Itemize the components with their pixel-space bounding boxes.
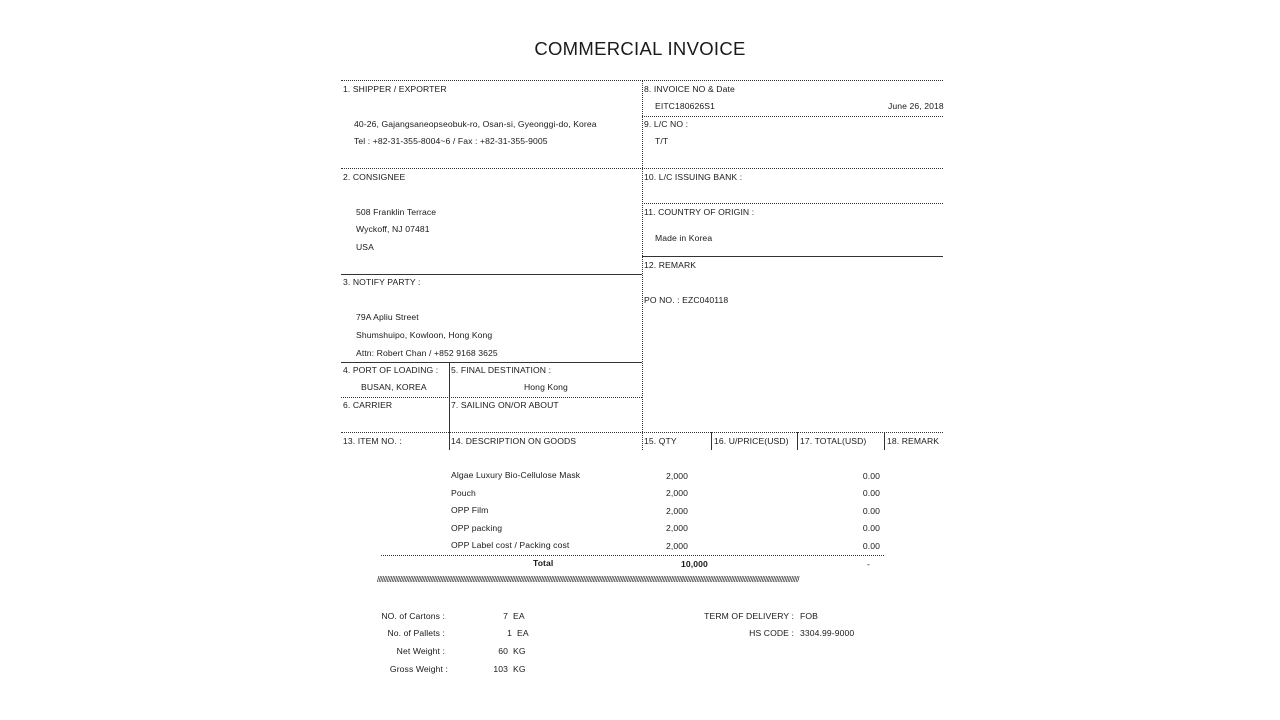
rule-shipper-bottom [341, 168, 943, 169]
cartons-unit: EA [513, 611, 525, 621]
divider-loading-destination [449, 362, 450, 450]
invoice-number: EITC180626S1 [655, 101, 715, 111]
item-total: 0.00 [862, 488, 880, 498]
shipper-address: 40-26, Gajangsaneopseobuk-ro, Osan-si, Gyeonggi-do, Korea [354, 119, 597, 129]
rule-total-top [381, 555, 884, 556]
net-weight-label: Net Weight : [396, 646, 445, 656]
hs-code-value: 3304.99-9000 [800, 628, 855, 638]
consignee-line: 508 Franklin Terrace [356, 207, 437, 217]
cartons-value: 7 [503, 611, 508, 621]
col-header-qty: 15. QTY [644, 436, 677, 446]
pallets-value: 1 [507, 628, 512, 638]
rule-bank-bottom [642, 203, 943, 204]
item-qty: 2,000 [665, 541, 688, 551]
lc-value: T/T [655, 136, 669, 146]
notify-label: 3. NOTIFY PARTY : [343, 277, 421, 287]
consignee-line: USA [356, 242, 374, 252]
slash-divider: //////////////////////////////////////////////////////////////////////////////////////////////////////////////////////////////////////////////////////////////////////////////////////////////////////////////////////////////////////////////////////////////////// [377, 575, 799, 584]
delivery-term-label: TERM OF DELIVERY : [704, 611, 794, 621]
destination-label: 5. FINAL DESTINATION : [451, 365, 552, 375]
col-header-item-no: 13. ITEM NO. : [343, 436, 402, 446]
item-qty: 2,000 [665, 523, 688, 533]
lc-label: 9. L/C NO : [644, 119, 689, 129]
item-description: Algae Luxury Bio-Cellulose Mask [451, 470, 581, 480]
notify-line: 79A Apliu Street [356, 312, 419, 322]
rule-origin-bottom [642, 256, 943, 257]
delivery-term-value: FOB [800, 611, 818, 621]
col-header-uprice: 16. U/PRICE(USD) [714, 436, 789, 446]
rule-lc-top [642, 116, 943, 117]
remark-label: 12. REMARK [644, 260, 697, 270]
total-qty: 10,000 [681, 559, 708, 569]
net-weight-unit: KG [513, 646, 526, 656]
loading-value: BUSAN, KOREA [361, 382, 427, 392]
loading-label: 4. PORT OF LOADING : [343, 365, 439, 375]
gross-weight-unit: KG [513, 664, 526, 674]
gross-weight-label: Gross Weight : [389, 664, 448, 674]
divider-col-qty [711, 432, 712, 450]
notify-line: Shumshuipo, Kowloon, Hong Kong [356, 330, 493, 340]
consignee-line: Wyckoff, NJ 07481 [356, 224, 430, 234]
total-label: Total [533, 558, 554, 568]
col-header-description: 14. DESCRIPTION ON GOODS [451, 436, 577, 446]
item-description: Pouch [451, 488, 476, 498]
item-total: 0.00 [862, 541, 880, 551]
origin-value: Made in Korea [655, 233, 713, 243]
item-qty: 2,000 [665, 471, 688, 481]
rule-loading-bottom [341, 397, 642, 398]
sailing-label: 7. SAILING ON/OR ABOUT [451, 400, 559, 410]
document-title: COMMERCIAL INVOICE [534, 38, 746, 59]
item-description: OPP Film [451, 505, 489, 515]
net-weight-value: 60 [498, 646, 508, 656]
pallets-unit: EA [517, 628, 529, 638]
item-total: 0.00 [862, 471, 880, 481]
rule-consignee-bottom [341, 274, 642, 275]
item-description: OPP packing [451, 523, 503, 533]
invoice-label: 8. INVOICE NO & Date [644, 84, 735, 94]
hs-code-label: HS CODE : [749, 628, 794, 638]
item-total: 0.00 [862, 506, 880, 516]
col-header-remark: 18. REMARK [887, 436, 940, 446]
rule-notify-bottom [341, 362, 642, 363]
gross-weight-value: 103 [493, 664, 508, 674]
total-amount: - [867, 559, 870, 569]
destination-value: Hong Kong [524, 382, 568, 392]
pallets-label: No. of Pallets : [387, 628, 445, 638]
item-qty: 2,000 [665, 506, 688, 516]
item-qty: 2,000 [665, 488, 688, 498]
consignee-label: 2. CONSIGNEE [343, 172, 406, 182]
item-description: OPP Label cost / Packing cost [451, 540, 570, 550]
carrier-label: 6. CARRIER [343, 400, 393, 410]
cartons-label: NO. of Cartons : [381, 611, 445, 621]
divider-col-total [884, 432, 885, 450]
invoice-date: June 26, 2018 [888, 101, 944, 111]
origin-label: 11. COUNTRY OF ORIGIN : [644, 207, 755, 217]
shipper-label: 1. SHIPPER / EXPORTER [343, 84, 447, 94]
remark-value: PO NO. : EZC040118 [644, 295, 729, 305]
issuing-bank-label: 10. L/C ISSUING BANK : [644, 172, 743, 182]
col-header-total: 17. TOTAL(USD) [800, 436, 867, 446]
shipper-contact: Tel : +82-31-355-8004~6 / Fax : +82-31-355-9005 [354, 136, 548, 146]
item-total: 0.00 [862, 523, 880, 533]
notify-line: Attn: Robert Chan / +852 9168 3625 [356, 348, 498, 358]
center-divider [642, 80, 643, 450]
rule-columns-top [341, 432, 943, 433]
divider-col-uprice [797, 432, 798, 450]
